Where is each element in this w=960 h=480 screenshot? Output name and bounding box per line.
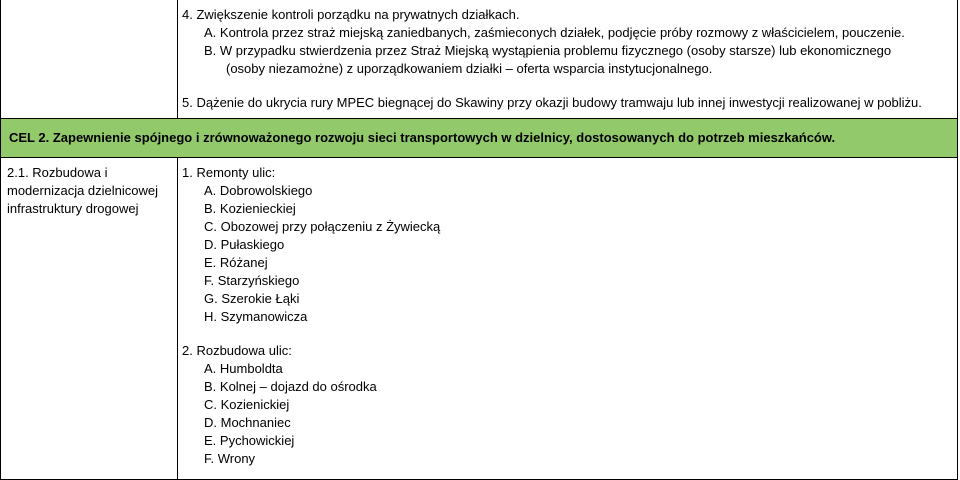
actions-cell: [178, 0, 958, 118]
list-item: B. Kozienieckiej: [204, 201, 296, 216]
list-item: E. Różanej: [204, 255, 268, 270]
goal-title: CEL 2. Zapewnienie spójnego i zrównoważonego rozwoju sieci transportowych w dzielnicy, dostosowanych do potrzeb mieszkańców.: [9, 130, 836, 145]
task-line-1: 2.1. Rozbudowa i: [7, 165, 108, 180]
list-item: A. Humboldta: [204, 361, 283, 376]
list-item: D. Mochnaniec: [204, 415, 291, 430]
expansion-title: 2. Rozbudowa ulic:: [182, 343, 292, 358]
list-item: D. Pułaskiego: [204, 237, 285, 252]
list-item: C. Kozienickiej: [204, 397, 290, 412]
table-row-top: [0, 0, 958, 118]
item5: 5. Dążenie do ukrycia rury MPEC biegnącej do Skawiny przy okazji budowy tramwaju lub innej inwestycji realizowanej w pobliżu.: [182, 95, 922, 110]
streets-cell: [178, 158, 958, 480]
item4-title: 4. Zwiększenie kontroli porządku na prywatnych działkach.: [182, 7, 520, 22]
task-cell: [0, 158, 178, 480]
goal-row: [0, 118, 958, 158]
list-item: F. Starzyńskiego: [204, 273, 300, 288]
list-item: H. Szymanowicza: [204, 309, 308, 324]
item4-b-line1: B. W przypadku stwierdzenia przez Straż Miejską wystąpienia problemu fizycznego (osoby starsze) lub ekonomicznego: [204, 43, 892, 58]
list-item: F. Wrony: [204, 451, 256, 466]
list-item: A. Dobrowolskiego: [204, 183, 313, 198]
empty-cell: [0, 0, 178, 118]
item4-a: A. Kontrola przez straż miejską zaniedbanych, zaśmieconych działek, podjęcie próby rozmowy z właścicielem, pouczenie.: [204, 25, 905, 40]
task-line-2: modernizacja dzielnicowej: [7, 183, 159, 198]
table-row-task: [0, 158, 958, 480]
task-line-3: infrastruktury drogowej: [7, 201, 139, 216]
list-item: B. Kolnej – dojazd do ośrodka: [204, 379, 377, 394]
repairs-title: 1. Remonty ulic:: [182, 165, 276, 180]
list-item: G. Szerokie Łąki: [204, 291, 300, 306]
list-item: E. Pychowickiej: [204, 433, 295, 448]
item4-b-line2: (osoby niezamożne) z uporządkowaniem działki – oferta wsparcia instytucjonalnego.: [226, 61, 713, 76]
list-item: C. Obozowej przy połączeniu z Żywiecką: [204, 219, 441, 234]
